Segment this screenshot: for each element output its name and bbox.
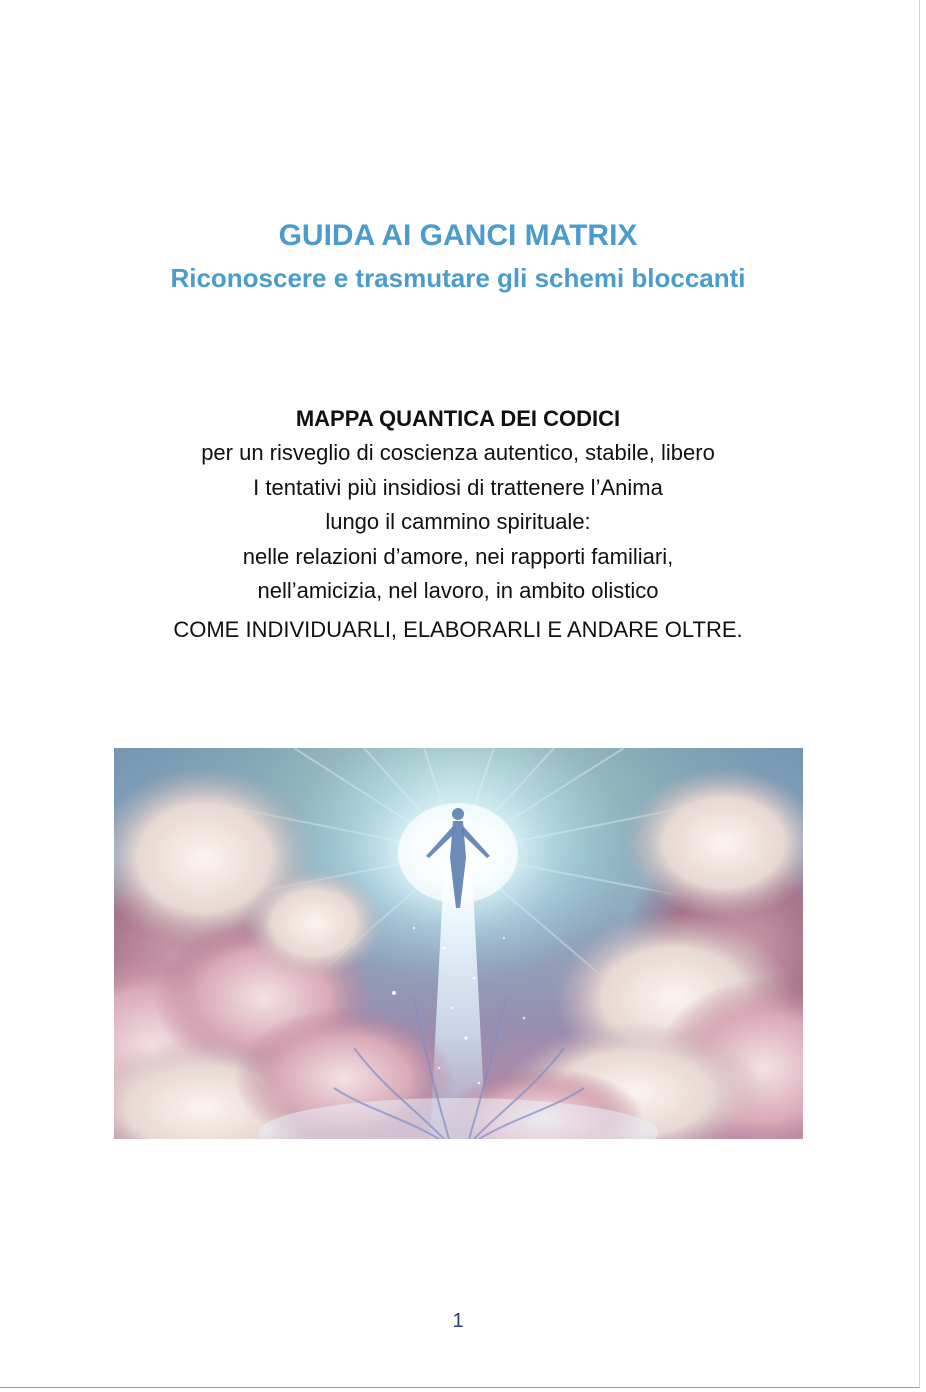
body-line: per un risveglio di coscienza autentico, stabile, libero [201, 440, 715, 465]
document-title: GUIDA AI GANCI MATRIX [278, 219, 638, 252]
closing-line: COME INDIVIDUARLI, ELABORARLI E ANDARE OLTRE. [173, 616, 743, 642]
body-line: lungo il cammino spirituale: [325, 509, 591, 534]
body-line: I tentativi più insidiosi di trattenere l’Anima [253, 474, 663, 500]
section-heading: MAPPA QUANTICA DEI CODICI [295, 406, 621, 431]
document-subtitle: Riconoscere e trasmutare gli schemi bloccanti [170, 263, 746, 293]
ascension-illustration [114, 748, 803, 1139]
page-number: 1 [452, 1310, 464, 1332]
intro-block [0, 402, 916, 647]
body-line: nelle relazioni d’amore, nei rapporti familiari, [242, 543, 674, 569]
body-line: nell’amicizia, nel lavoro, in ambito olistico [257, 578, 659, 603]
